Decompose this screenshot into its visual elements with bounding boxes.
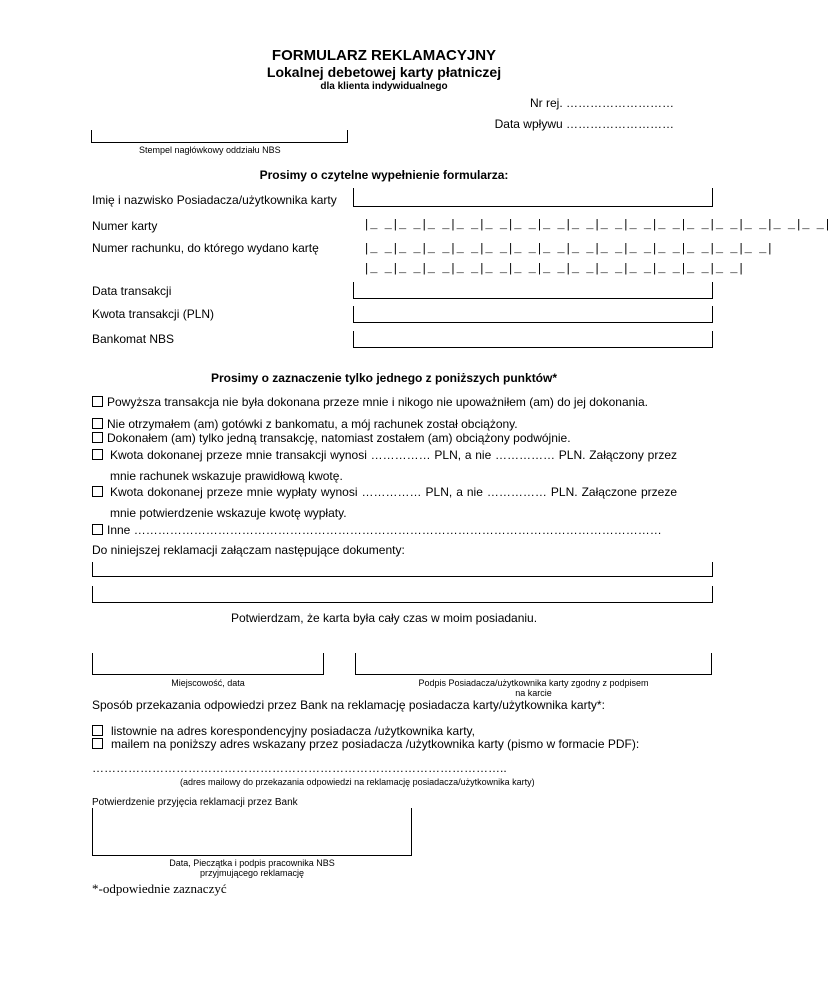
option-2-label: Nie otrzymałem (am) gotówki z bankomatu, a mój rachunek został obciążony. — [107, 417, 518, 431]
footnote: *-odpowiednie zaznaczyć — [92, 881, 227, 896]
option-5-label: Kwota dokonanej przeze mnie wypłaty wynosi …………… PLN, a nie …………… PLN. Załączone przeze — [110, 485, 677, 499]
registration-number: Nr rej. ……………………… — [530, 96, 674, 110]
option-4-checkbox[interactable] — [92, 449, 103, 460]
stamp-label: Stempel nagłówkowy oddziału NBS — [139, 145, 281, 155]
option-5-continuation: mnie potwierdzenie wskazuje kwotę wypłaty. — [110, 506, 347, 520]
email-address-note: (adres mailowy do przekazania odpowiedzi na reklamację posiadacza/użytkownika karty) — [180, 777, 535, 787]
option-3-label: Dokonałem (am) tylko jedną transakcję, natomiast zostałem (am) obciążony podwójnie. — [107, 431, 571, 445]
client-type: dla klienta indywidualnego — [320, 81, 448, 92]
form-title: FORMULARZ REKLAMACYJNY — [271, 47, 497, 64]
attachments-label: Do niniejszej reklamacji załączam następujące dokumenty: — [92, 543, 405, 557]
atm-input[interactable] — [353, 331, 713, 348]
response-letter-checkbox[interactable] — [92, 725, 103, 736]
stamp-box[interactable] — [91, 130, 348, 143]
option-6-label: Inne …………………………………………………………………………………………………………………… — [107, 523, 662, 537]
bank-confirmation-label: Potwierdzenie przyjęcia reklamacji przez Bank — [92, 797, 298, 808]
fill-request: Prosimy o czytelne wypełnienie formularza: — [259, 168, 509, 182]
holder-signature-label-2: na karcie — [515, 688, 552, 698]
option-1-label: Powyższa transakcja nie była dokonana przeze mnie i nikogo nie upoważniłem (am) do jej dokonania. — [107, 395, 648, 409]
option-4-label: Kwota dokonanej przeze mnie transakcji wynosi …………… PLN, a nie …………… PLN. Załączony przez — [110, 448, 677, 462]
option-4-continuation: mnie rachunek wskazuje prawidłową kwotę. — [110, 469, 343, 483]
bank-signature-label: Data, Pieczątka i podpis pracownika NBS — [169, 858, 335, 868]
holder-signature-label: Podpis Posiadacza/użytkownika karty zgodny z podpisem — [418, 678, 649, 688]
place-date-label: Miejscowość, data — [171, 678, 245, 688]
amount-label: Kwota transakcji (PLN) — [92, 307, 215, 321]
amount-input[interactable] — [353, 306, 713, 323]
holder-label: Imię i nazwisko Posiadacza/użytkownika karty — [92, 193, 337, 207]
option-5-checkbox[interactable] — [92, 486, 103, 497]
response-letter-label: listownie na adres korespondencyjny posiadacza /użytkownika karty, — [111, 724, 475, 738]
bank-confirmation-box[interactable] — [92, 808, 412, 856]
form-subtitle: Lokalnej debetowej karty płatniczej — [266, 64, 502, 80]
holder-input[interactable] — [353, 188, 713, 207]
possession-confirmation: Potwierdzam, że karta była cały czas w moim posiadaniu. — [230, 611, 538, 625]
account-number-grid-2[interactable]: |_ _|_ _|_ _|_ _|_ _|_ _|_ _|_ _|_ _|_ _|_ _|_ _|_ _| — [363, 262, 745, 276]
card-number-label: Numer karty — [92, 219, 158, 233]
option-1-checkbox[interactable] — [92, 396, 103, 407]
account-number-grid-1[interactable]: |_ _|_ _|_ _|_ _|_ _|_ _|_ _|_ _|_ _|_ _|_ _|_ _|_ _|_ _| — [363, 242, 774, 256]
bank-signature-label-2: przyjmującego reklamację — [199, 868, 305, 878]
atm-label: Bankomat NBS — [92, 332, 175, 346]
attachments-input-1[interactable] — [92, 562, 713, 577]
option-2-checkbox[interactable] — [92, 418, 103, 429]
date-input[interactable] — [353, 282, 713, 299]
holder-signature-box[interactable] — [355, 653, 712, 675]
option-3-checkbox[interactable] — [92, 432, 103, 443]
email-address-line[interactable]: ………………………………………………………………………………………….. — [92, 761, 507, 775]
response-email-checkbox[interactable] — [92, 738, 103, 749]
option-6-checkbox[interactable] — [92, 524, 103, 535]
attachments-input-2[interactable] — [92, 586, 713, 603]
response-email-label: mailem na poniższy adres wskazany przez posiadacza /użytkownika karty (pismo w formacie PDF): — [111, 737, 640, 751]
card-number-grid[interactable]: |_ _|_ _|_ _|_ _|_ _|_ _|_ _|_ _|_ _|_ _|_ _|_ _|_ _|_ _|_ _|_ _| — [363, 218, 831, 232]
receipt-date: Data wpływu ……………………… — [494, 117, 674, 131]
response-method-title: Sposób przekazania odpowiedzi przez Bank na reklamację posiadacza karty/użytkownika karty*: — [92, 698, 605, 712]
options-title: Prosimy o zaznaczenie tylko jednego z poniższych punktów* — [210, 371, 558, 385]
place-date-box[interactable] — [92, 653, 324, 675]
account-number-label: Numer rachunku, do którego wydano kartę — [92, 241, 319, 255]
date-label: Data transakcji — [92, 284, 172, 298]
